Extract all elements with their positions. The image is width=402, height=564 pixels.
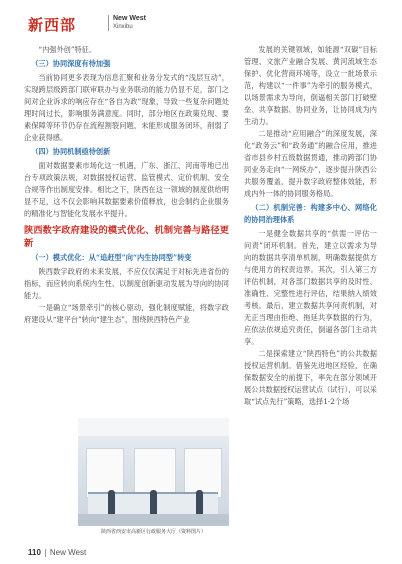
paragraph: 二是探索建立“陕西特色”的公共数据授权运营机制。借鉴先进地区经验，在确保数据安全的前提下，率先在部分领域开展公共数据授权运营试点（试行），可以采取“试点先行”策略，选择1-2个场 bbox=[244, 349, 377, 406]
logo-en-sub: Xinxibu bbox=[113, 24, 133, 30]
photo-panel bbox=[184, 448, 222, 498]
left-column bbox=[24, 44, 229, 326]
paragraph: 二是推动“应用融合”的深度发展，深化“政务云”和“政务通”的融合应用，推进省市县乡村五级数据贯通，推动跨部门协同业务走向“一网统办”，逐步提升陕西公共服务覆盖，提升数字政府整体效能，形成内外一体的协同服务格局。 bbox=[244, 129, 377, 198]
logo-en-title: New West bbox=[113, 15, 146, 22]
paragraph: 一是健全数据共享的“供需一评估一问责”闭环机制。首先，建立以需求为导向的数据共享清单机制，明确数据提供方与使用方的权责边界。其次，引入第三方评估机制，对各部门数据共享的及时性、准确性、完整性进行评估，结果纳入绩效考核。最后，建立数据共享问责机制，对无正当理由拒绝、拖延共享数据的行为，应依法依规追究责任，倒逼各部门主动共享。 bbox=[244, 229, 377, 346]
photo-person bbox=[196, 490, 203, 514]
photo-person bbox=[150, 490, 157, 514]
section-title: 陕西数字政府建设的模式优化、机制完善与路径更新 bbox=[24, 225, 229, 249]
photo-caption: 陕西省西安市高新区行政服务大厅（资料图片） bbox=[78, 526, 229, 538]
paragraph: 面对数据要素市场化这一机遇，广东、浙江、河南等地已出台专项政策法规，对数据授权运营、监管模式、定价机制、安全合规等作出制度安排。相比之下，陕西在这一领域的制度供给明显不足，这不仅会影响其数据要素价值释放，也会制约企业服务的精准化与智能化发展水平提升。 bbox=[24, 161, 229, 218]
photo-panel bbox=[86, 448, 124, 498]
photo-floor bbox=[78, 514, 229, 526]
right-column bbox=[244, 44, 377, 408]
subheading-4: （四）协同机制亟待创新 bbox=[31, 147, 111, 156]
photo-person bbox=[108, 490, 115, 514]
paragraph: 发展的关键领域，如能源“双碳”目标管理、文旅产业融合发展、黄河流域生态保护、优化营商环境等，设立一批场景示范，构建以“一件事”为牵引的服务模式，以场景需求为导向，倒逼相关部门打破壁垒、共享数据、协同业务，让协同成为内生动力。 bbox=[244, 45, 377, 126]
intro-line: “内强外创”特征。 bbox=[38, 45, 97, 54]
subheading-3: （三）协同深度有待加强 bbox=[31, 59, 111, 68]
page-number: 110 bbox=[28, 548, 41, 557]
footer-divider bbox=[45, 549, 46, 557]
paragraph: 陕西数字政府的未来发展，不应仅仅满足于对标先进省份的指标，而应转向系统内生性、以制度创新驱动发展为导向的协同能力。 bbox=[24, 267, 229, 300]
footer-brand: New West bbox=[49, 548, 87, 557]
magazine-logo-en bbox=[108, 15, 146, 31]
subheading-mechanism: （二）机制完善：构建多中心、网络化的协同治理体系 bbox=[244, 203, 377, 224]
magazine-logo: 新西部 bbox=[28, 16, 77, 34]
paragraph: 一是确立“场景牵引”的核心驱动，强化制度赋能，将数字政府建设从“建平台”转向“建生态”，围绕陕西特色产业 bbox=[24, 303, 229, 324]
page-footer bbox=[28, 548, 86, 557]
masthead bbox=[28, 14, 378, 32]
paragraph: 当前协同更多表现为信息汇聚和业务分发式的“浅层互动”，实现跨层级跨部门联审联办与业务联动的能力仍显不足，部门之间对企业诉求的响应存在“各自为政”现象，导致一些复杂问题处理时间过长，影响服务满意度。同时，部分地区在政策兑现、要素保障等环节仍存在流程割裂问题，未能形成服务闭环，削弱了企业获得感。 bbox=[24, 73, 229, 142]
photo-ceiling bbox=[78, 418, 229, 436]
service-hall-photo bbox=[78, 418, 229, 538]
subheading-model: （一）模式优化：从“追赶型”向“内生协同型”转变 bbox=[31, 253, 192, 262]
